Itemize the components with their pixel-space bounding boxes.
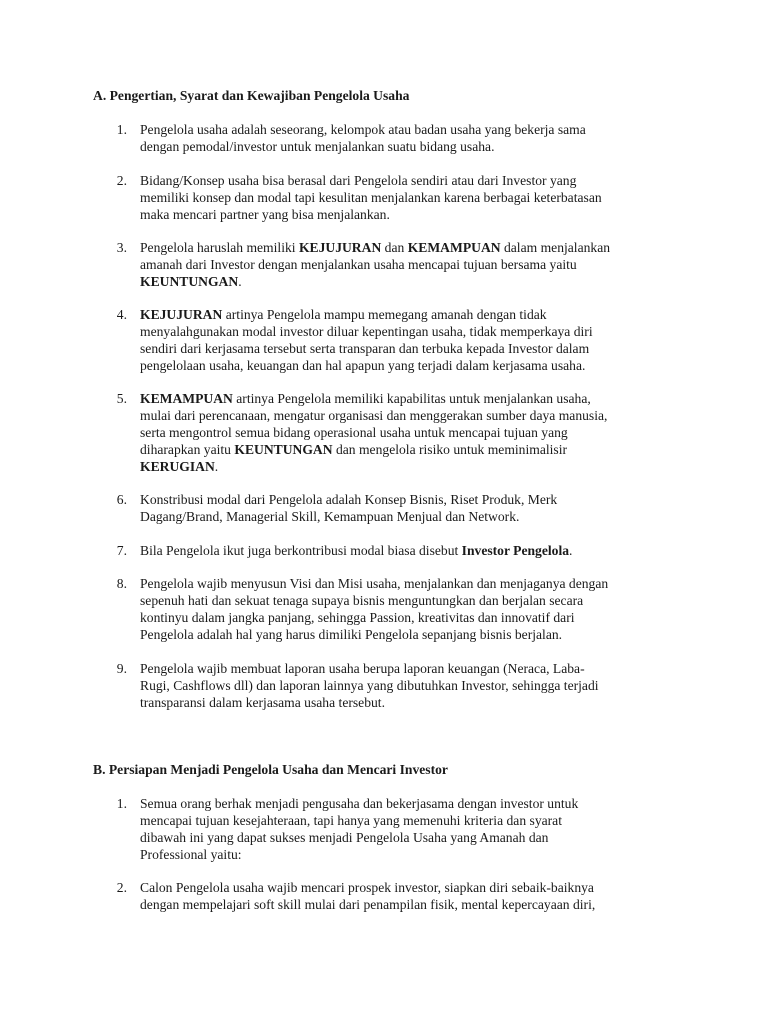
list-item-text bbox=[140, 240, 700, 291]
list-item-text bbox=[140, 543, 700, 560]
section-b-heading: B. Persiapan Menjadi Pengelola Usaha dan Mencari Investor bbox=[93, 762, 448, 777]
text-line bbox=[140, 459, 700, 476]
text-run: pengelolaan usaha, keuangan dan hal apapun yang terjadi dalam kerjasama usaha. bbox=[140, 357, 586, 373]
bold-term: KEUNTUNGAN bbox=[234, 441, 333, 457]
text-run: kontinyu dalam jangka panjang, sehingga Passion, kreativitas dan innovatif dari bbox=[140, 609, 575, 625]
text-run: maka mencari partner yang bisa menjalankan. bbox=[140, 206, 390, 222]
text-run: artinya Pengelola mampu memegang amanah dengan tidak bbox=[222, 307, 547, 322]
text-run: Semua orang berhak menjadi pengusaha dan bekerjasama dengan investor untuk bbox=[140, 796, 579, 811]
list-item-text bbox=[140, 661, 700, 712]
text-line bbox=[140, 122, 700, 139]
list-item-text bbox=[140, 391, 700, 476]
list-item-text bbox=[140, 880, 700, 914]
list-item-number: 6. bbox=[116, 492, 127, 507]
text-line bbox=[140, 257, 700, 274]
text-line bbox=[140, 492, 700, 509]
list-item-number: 3. bbox=[116, 240, 127, 255]
text-line bbox=[140, 847, 700, 864]
text-run: dalam menjalankan bbox=[500, 240, 611, 255]
text-run: Pengelola adalah hal yang harus dimiliki Pengelola sepanjang bisnis berjalan. bbox=[140, 626, 563, 642]
text-run: mulai dari perencanaan, mengatur organisasi dan menggerakan sumber daya manusia, bbox=[140, 407, 608, 423]
list-item-number: 8. bbox=[116, 576, 127, 591]
bold-term: Investor Pengelola bbox=[461, 543, 570, 558]
text-line bbox=[140, 408, 700, 425]
list-item-text bbox=[140, 122, 700, 156]
text-run: sendiri dari kerjasama tersebut serta transparan dan terbuka kepada Investor dalam bbox=[140, 340, 590, 356]
bold-term: KERUGIAN bbox=[140, 458, 215, 474]
text-run: diharapkan yaitu bbox=[140, 441, 235, 457]
text-run: Konstribusi modal dari Pengelola adalah Konsep Bisnis, Riset Produk, Merk bbox=[140, 492, 558, 507]
text-line bbox=[140, 576, 700, 593]
text-run: sepenuh hati dan sekuat tenaga supaya bisnis menguntungkan dan berjalan secara bbox=[140, 592, 584, 608]
text-line bbox=[140, 442, 700, 459]
text-line bbox=[140, 661, 700, 678]
text-line bbox=[140, 425, 700, 442]
list-item-number: 1. bbox=[116, 796, 127, 811]
text-line bbox=[140, 610, 700, 627]
text-run: dengan mempelajari soft skill mulai dari penampilan fisik, mental kepercayaan diri, bbox=[140, 896, 596, 912]
list-item-number: 9. bbox=[116, 661, 127, 676]
text-run: menyalahgunakan modal investor diluar kepentingan usaha, tidak memperkaya diri bbox=[140, 323, 593, 339]
text-run: serta mengontrol semua bidang operasional usaha untuk mencapai tujuan yang bbox=[140, 424, 568, 440]
list-item-text bbox=[140, 576, 700, 644]
bold-term: KEJUJURAN bbox=[140, 307, 223, 322]
text-run: artinya Pengelola memiliki kapabilitas untuk menjalankan usaha, bbox=[232, 391, 591, 406]
text-line bbox=[140, 593, 700, 610]
text-run: Dagang/Brand, Managerial Skill, Kemampuan Menjual dan Network. bbox=[140, 508, 520, 524]
text-line bbox=[140, 307, 700, 324]
text-run: Bidang/Konsep usaha bisa berasal dari Pengelola sendiri atau dari Investor yang bbox=[140, 173, 577, 188]
list-item-text bbox=[140, 173, 700, 224]
text-line bbox=[140, 341, 700, 358]
text-line bbox=[140, 274, 700, 291]
text-run: dengan pemodal/investor untuk menjalankan suatu bidang usaha. bbox=[140, 138, 495, 154]
text-run: Pengelola usaha adalah seseorang, kelompok atau badan usaha yang bekerja sama bbox=[140, 122, 586, 137]
text-run: Rugi, Cashflows dll) dan laporan lainnya yang dibutuhkan Investor, sehingga terjadi bbox=[140, 677, 599, 693]
text-line bbox=[140, 358, 700, 375]
text-line bbox=[140, 880, 700, 897]
text-line bbox=[140, 695, 700, 712]
list-item-number: 4. bbox=[116, 307, 127, 322]
text-run: mencapai tujuan kesejahteraan, tapi hanya yang memenuhi kriteria dan syarat bbox=[140, 812, 562, 828]
list-item-text bbox=[140, 307, 700, 375]
text-run: dan mengelola risiko untuk meminimalisir bbox=[332, 441, 568, 457]
list-item-number: 5. bbox=[116, 391, 127, 406]
section-a-heading: A. Pengertian, Syarat dan Kewajiban Pengelola Usaha bbox=[93, 88, 410, 103]
bold-term: KEJUJURAN bbox=[298, 240, 382, 255]
text-run: transparansi dalam kerjasama usaha tersebut. bbox=[140, 694, 385, 710]
text-line bbox=[140, 139, 700, 156]
text-line bbox=[140, 897, 700, 914]
text-run: dibawah ini yang dapat sukses menjadi Pengelola Usaha yang Amanah dan bbox=[140, 829, 549, 845]
text-run: amanah dari Investor dengan menjalankan usaha mencapai tujuan bersama yaitu bbox=[140, 256, 577, 272]
text-run: . bbox=[214, 458, 219, 474]
text-run: dan bbox=[381, 240, 408, 255]
text-line bbox=[140, 240, 700, 257]
text-run: memiliki konsep dan modal tapi kesulitan menjalankan karena berbagai keterbatasan bbox=[140, 189, 602, 205]
text-line bbox=[140, 324, 700, 341]
text-line bbox=[140, 391, 700, 408]
text-run: Pengelola wajib membuat laporan usaha berupa laporan keuangan (Neraca, Laba- bbox=[140, 661, 585, 676]
list-item-number: 1. bbox=[116, 122, 127, 137]
text-run: . bbox=[238, 273, 242, 289]
bold-term: KEMAMPUAN bbox=[407, 240, 501, 255]
bold-term: KEMAMPUAN bbox=[140, 391, 233, 406]
text-run: Professional yaitu: bbox=[140, 846, 242, 862]
list-item-text bbox=[140, 796, 700, 864]
text-line bbox=[140, 190, 700, 207]
text-line bbox=[140, 207, 700, 224]
text-line bbox=[140, 678, 700, 695]
text-line bbox=[140, 543, 700, 560]
list-item-text bbox=[140, 492, 700, 526]
text-line bbox=[140, 796, 700, 813]
text-line bbox=[140, 813, 700, 830]
list-item-number: 7. bbox=[116, 543, 127, 558]
text-run: Calon Pengelola usaha wajib mencari prospek investor, siapkan diri sebaik-baiknya bbox=[140, 880, 594, 895]
text-run: Bila Pengelola ikut juga berkontribusi modal biasa disebut bbox=[140, 543, 462, 558]
list-item-number: 2. bbox=[116, 880, 127, 895]
text-run: . bbox=[569, 543, 573, 558]
text-line bbox=[140, 173, 700, 190]
text-run: Pengelola wajib menyusun Visi dan Misi usaha, menjalankan dan menjaganya dengan bbox=[140, 576, 609, 591]
text-run: Pengelola haruslah memiliki bbox=[140, 240, 299, 255]
bold-term: KEUNTUNGAN bbox=[140, 273, 239, 289]
list-item-number: 2. bbox=[116, 173, 127, 188]
text-line bbox=[140, 830, 700, 847]
text-line bbox=[140, 509, 700, 526]
text-line bbox=[140, 627, 700, 644]
